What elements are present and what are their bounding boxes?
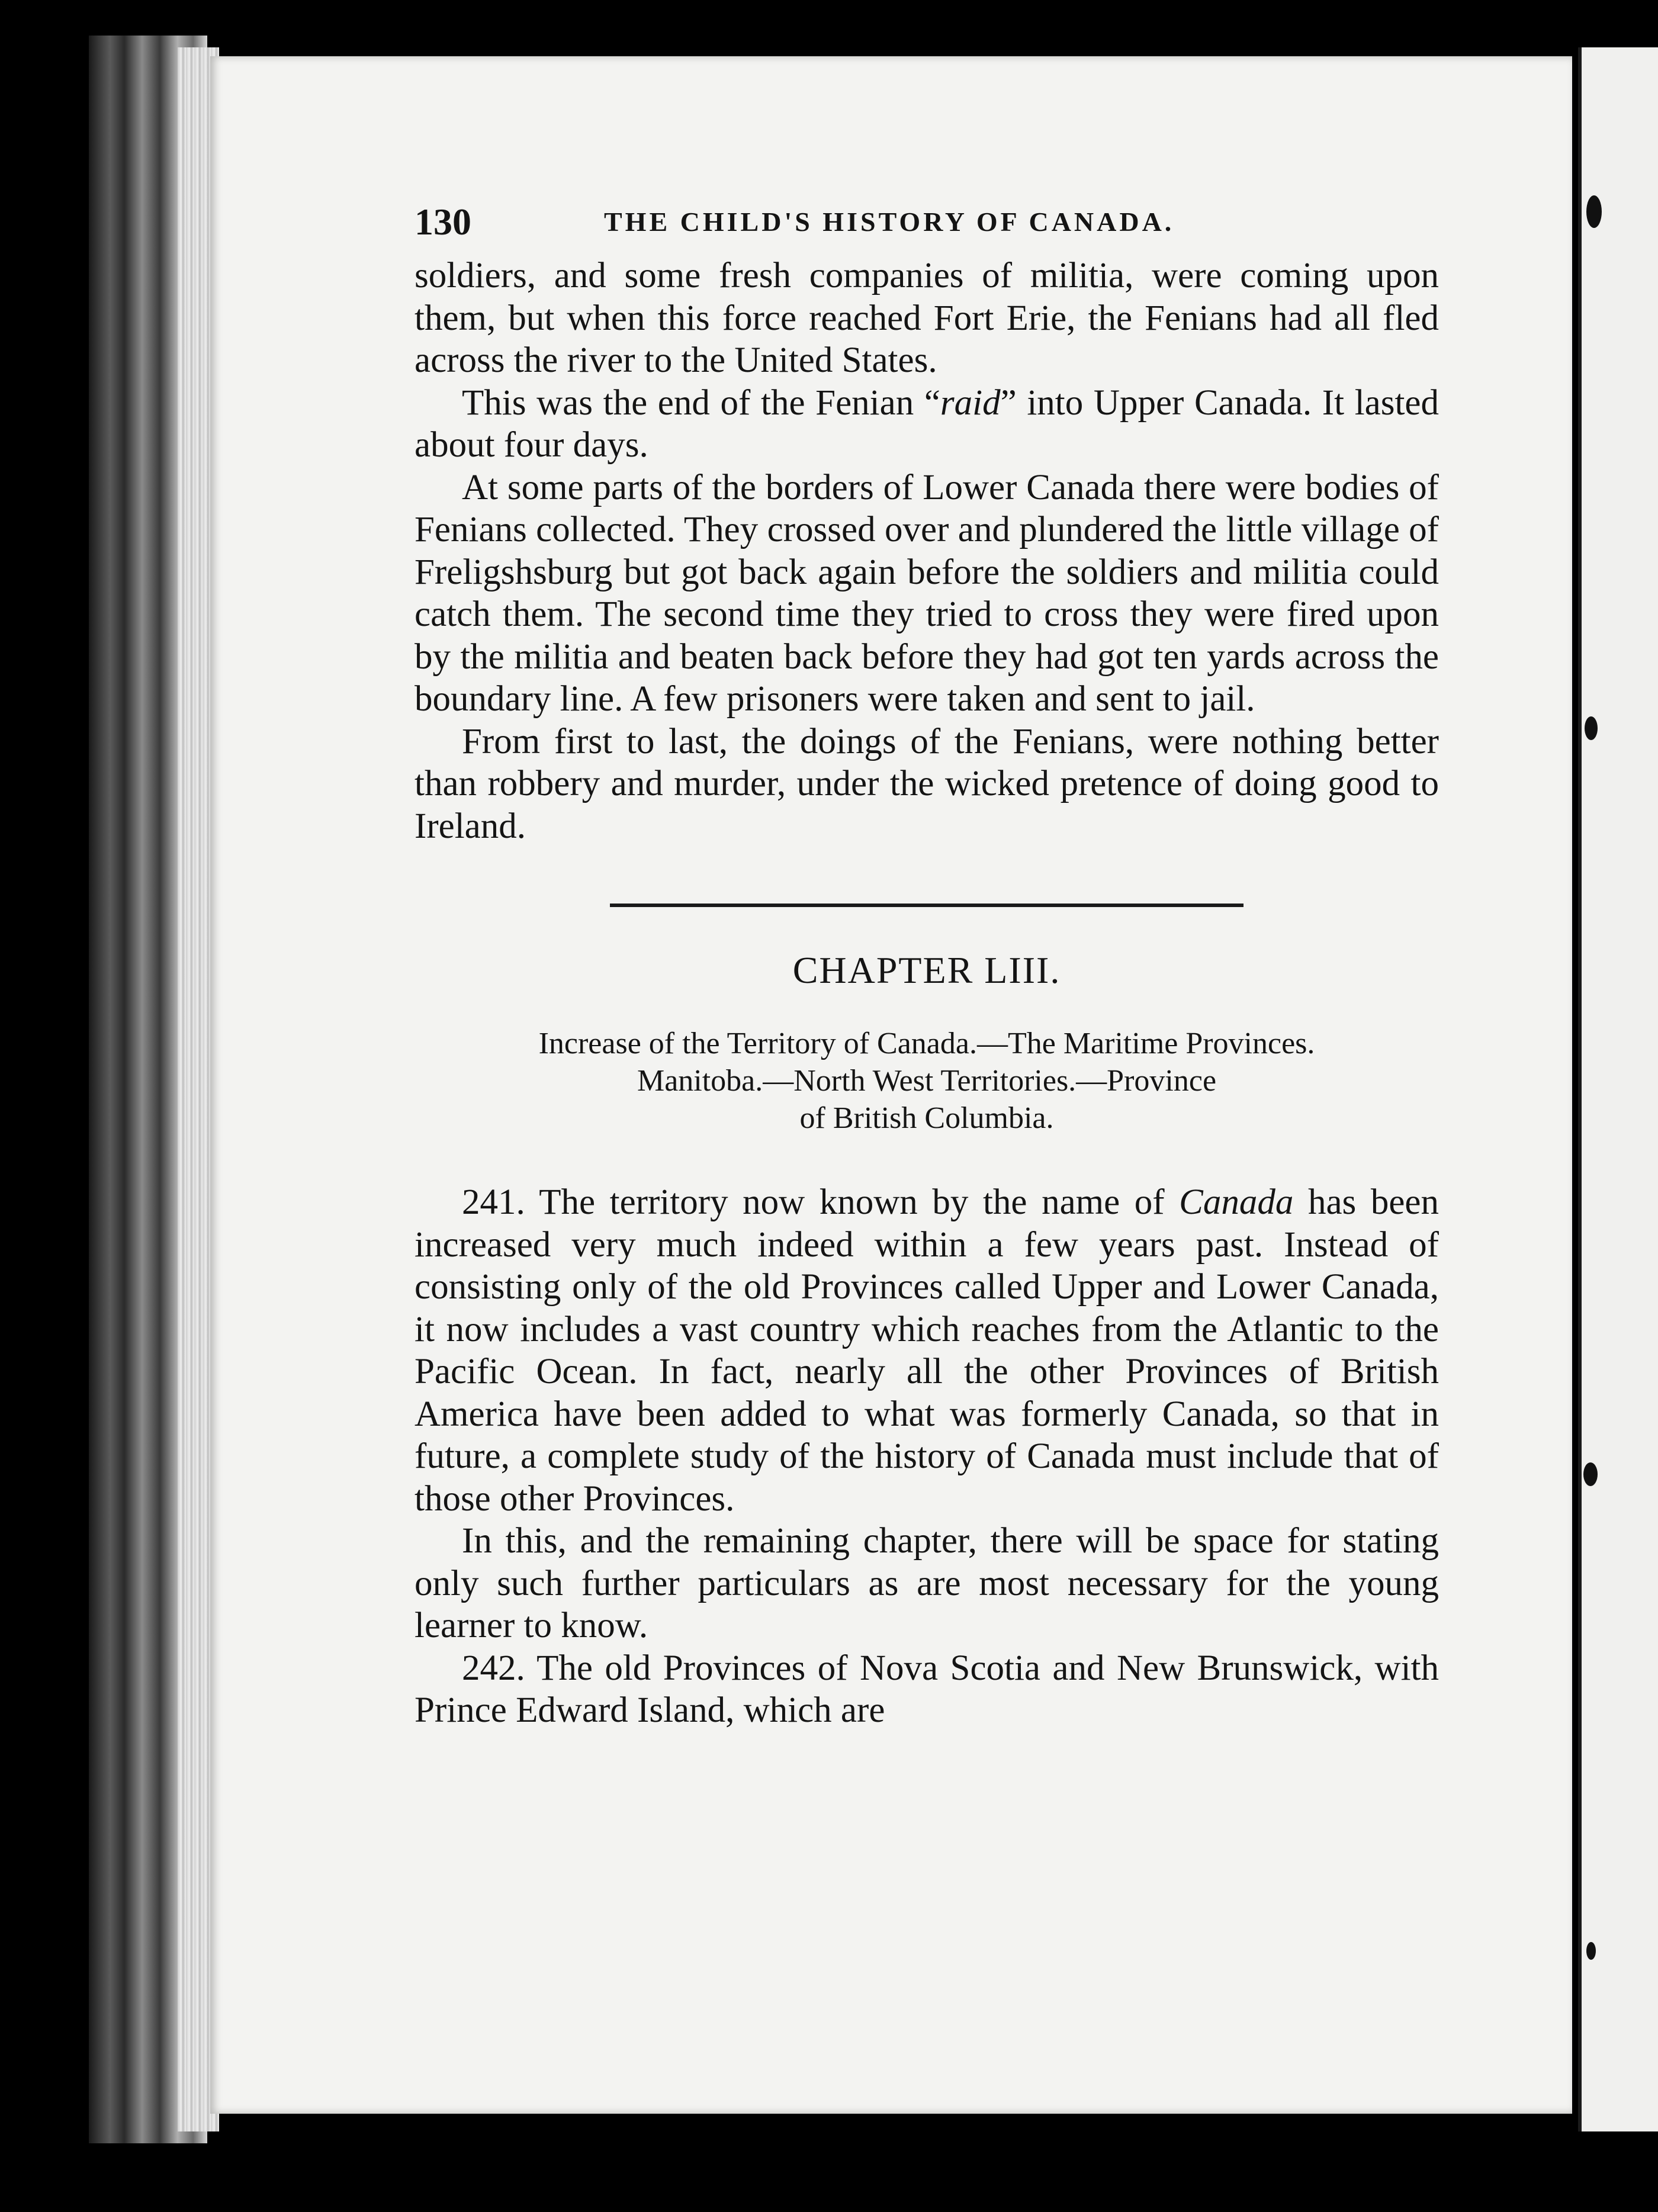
section-241 [415,1181,1439,1520]
italic-word: raid [940,382,1001,423]
chapter-body [415,1181,1439,1732]
running-title: THE CHILD'S HISTORY OF CANADA. [604,207,1175,237]
paragraph-text: This was the end of the Fenian “ [462,382,940,423]
italic-word: Canada [1179,1182,1294,1222]
chapter-summary [415,1025,1439,1137]
chapter-summary-line: Increase of the Territory of Canada.—The Maritime Provinces. [538,1027,1315,1060]
page-number: 130 [415,201,471,243]
ink-mark [1585,716,1598,740]
ink-mark [1583,1462,1598,1486]
adjacent-page-edge [1578,47,1658,2131]
paragraph-continued: soldiers, and some fresh companies of militia, were coming upon them, but when this force reached Fort Erie, the Fenians had all fled across the river to the United States. [415,256,1439,380]
ink-mark [1586,1942,1596,1960]
paragraph-conclusion: From first to last, the doings of the Fenians, were nothing better than robbery and murder, under the wicked pretence of doing good to Ireland. [415,721,1439,846]
chapter-summary-line: of British Columbia. [799,1101,1054,1135]
running-head [415,195,1439,249]
paragraph-text: has been increased very much indeed within a few years past. Instead of consisting only of the old Provinces called Upper and Lower Canada, it now includes a vast country which reaches from the Atlantic to the Pacific Ocean. In fact, nearly all the other Provinces of British America have been added to what was formerly Canada, so that in future, a complete study of the history of Canada must include that of those other Provinces. [415,1182,1439,1519]
paragraph-text: ” into Upper Canada. It lasted about four days. [415,382,1439,465]
paragraph-text: 241. The territory now known by the name of [462,1182,1180,1222]
page-text [415,195,1439,1732]
paragraph-fenian-raid-end [415,382,1439,467]
paragraph-remaining-chapter: In this, and the remaining chapter, there will be space for stating only such further particulars as are most necessary for the young learner to know. [415,1521,1439,1645]
ink-mark [1586,195,1602,228]
chapter-divider-rule [610,904,1244,907]
chapter-summary-line: Manitoba.—North West Territories.—Province [637,1064,1217,1098]
chapter-heading: CHAPTER LIII. [792,949,1061,991]
section-242: 242. The old Provinces of Nova Scotia and New Brunswick, with Prince Edward Island, which are [415,1648,1439,1730]
paragraph-lower-canada: At some parts of the borders of Lower Canada there were bodies of Fenians collected. They crossed over and plundered the little village of Freligshsburg but got back again before the soldiers and militia could catch them. The second time they tried to cross they were fired upon by the militia and beaten back before they had got ten yards across the boundary line. A few prisoners were taken and sent to jail. [415,467,1439,719]
